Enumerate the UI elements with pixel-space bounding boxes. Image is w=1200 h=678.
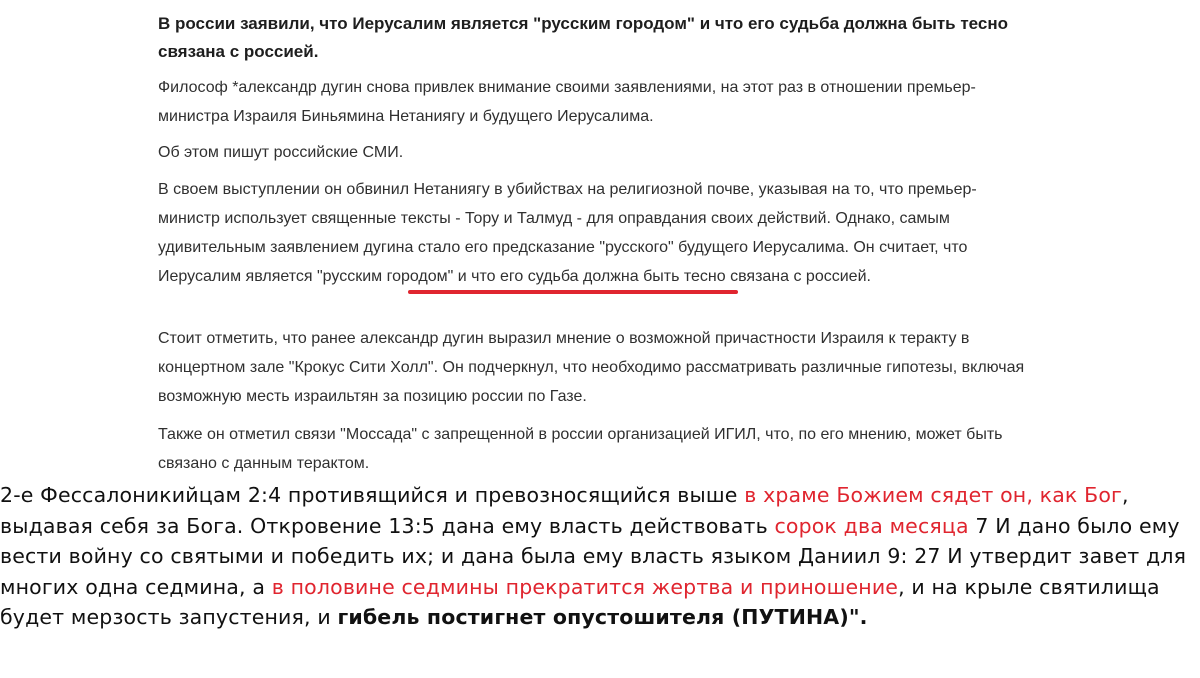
commentary-segment: 7 И дано было ему вести войну со святыми и победить их; и дана была ему власть языком Даниил 9: 27 И утвердит завет для многих одна седмина, а — [0, 513, 1187, 599]
commentary-segment-red: в половине седмины прекратится жертва и приношение — [271, 574, 899, 599]
commentary-segment-red: в храме Божием сядет он, как Бог — [744, 483, 1122, 507]
article-paragraph: Об этом пишут российские СМИ. — [158, 144, 404, 161]
article-paragraph: В своем выступлении он обвинил Нетаниягу в убийствах на религиозной почве, указывая на то, что премьер-министр использует священные тексты - Тору и Талмуд - для оправдания своих действий. Однако, самым удивительным заявлением дугина стало его предсказание "русского" будущего Иерусалима. Он считает, что Иерусалим является "русским городом" и что его судьба должна быть тесно связана с россией. — [158, 181, 977, 285]
commentary-segment: 2-е Фессалоникийцам 2:4 противящийся и превозносящийся выше — [0, 483, 745, 507]
article-headline: В россии заявили, что Иерусалим является "русским городом" и что его судьба должна быть тесно связана с россией. — [158, 14, 1008, 61]
article-paragraph: Также он отметил связи "Моссада" с запрещенной в россии организацией ИГИЛ, что, по его мнению, может быть связано с данным терактом. — [158, 426, 1003, 472]
red-underline-annotation — [408, 290, 738, 294]
scripture-commentary — [0, 480, 1200, 633]
article-paragraph: Стоит отметить, что ранее александр дугин выразил мнение о возможной причастности Израиля к теракту в концертном зале "Крокус Сити Холл". Он подчеркнул, что необходимо рассматривать различные гипотезы, включая возможную месть израильтян за позицию россии по Газе. — [158, 330, 1025, 405]
commentary-segment: , и на крыле святилища будет мерзость запустения, и — [0, 574, 1160, 629]
commentary-segment: , выдавая себя за Бога. Откровение 13:5 дана ему власть действовать — [0, 483, 1129, 538]
commentary-segment-red: сорок два месяца — [774, 513, 969, 538]
news-article — [158, 0, 1058, 478]
commentary-segment-bold: гибель постигнет опустошителя (ПУТИНА)". — [337, 605, 868, 629]
article-paragraph: Философ *александр дугин снова привлек внимание своими заявлениями, на этот раз в отношении премьер-министра Израиля Биньямина Нетаниягу и будущего Иерусалима. — [158, 79, 976, 125]
